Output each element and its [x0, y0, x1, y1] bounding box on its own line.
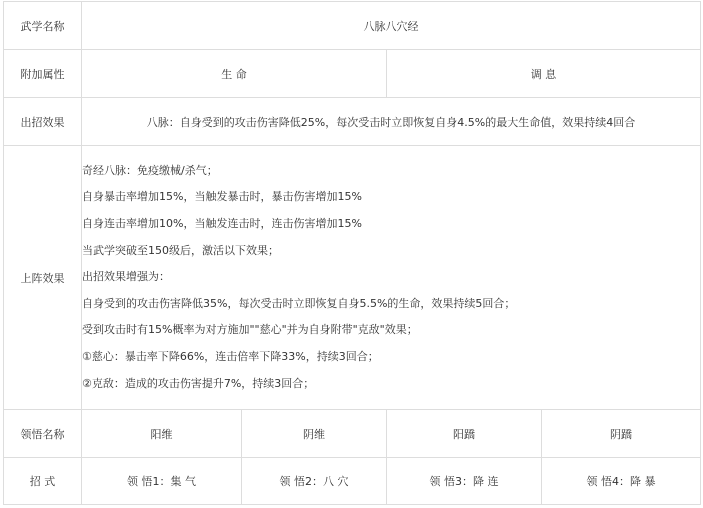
- deploy-effect-line: 自身连击率增加10%，当触发连击时，连击伤害增加15%: [82, 217, 362, 231]
- attribute-value-2: 调 息: [387, 50, 701, 98]
- move-value: 领 悟4：降 暴: [542, 458, 701, 505]
- name-row: [4, 2, 701, 50]
- attribute-row: [4, 50, 701, 98]
- attack-effect-value: 八脉：自身受到的攻击伤害降低25%，每次受击时立即恢复自身4.5%的最大生命值，效果持续4回合: [82, 98, 701, 146]
- deploy-effect-row: [4, 146, 701, 410]
- comprehension-row: [4, 410, 701, 458]
- comprehension-name: 阴维: [242, 410, 387, 458]
- deploy-effect-label: 上阵效果: [4, 146, 82, 410]
- moves-label: 招 式: [4, 458, 82, 505]
- deploy-effect-line: 受到攻击时有15%概率为对方施加""慈心"并为自身附带"克敌"效果；: [82, 323, 418, 337]
- martial-art-table: [3, 1, 701, 505]
- move-value: 领 悟3：降 连: [387, 458, 542, 505]
- comprehension-label: 领悟名称: [4, 410, 82, 458]
- deploy-effect-line: ②克敌：造成的攻击伤害提升7%，持续3回合；: [82, 376, 315, 390]
- move-value: 领 悟2：八 穴: [242, 458, 387, 505]
- comprehension-name: 阳蹻: [387, 410, 542, 458]
- deploy-effect-line: 出招效果增强为：: [82, 270, 170, 284]
- move-value: 领 悟1：集 气: [82, 458, 242, 505]
- deploy-effect-line: ①慈心：暴击率下降66%，连击倍率下降33%，持续3回合；: [82, 349, 379, 363]
- deploy-effect-line: 自身受到的攻击伤害降低35%，每次受击时立即恢复自身5.5%的生命，效果持续5回合；: [82, 296, 516, 310]
- name-value: 八脉八穴经: [82, 2, 701, 50]
- attribute-value-1: 生 命: [82, 50, 387, 98]
- name-label: 武学名称: [4, 2, 82, 50]
- attack-effect-row: [4, 98, 701, 146]
- comprehension-name: 阳维: [82, 410, 242, 458]
- attribute-label: 附加属性: [4, 50, 82, 98]
- deploy-effect-line: 当武学突破至150级后，激活以下效果；: [82, 243, 279, 257]
- comprehension-name: 阴蹻: [542, 410, 701, 458]
- deploy-effect-line: 自身暴击率增加15%，当触发暴击时，暴击伤害增加15%: [82, 190, 362, 204]
- attack-effect-label: 出招效果: [4, 98, 82, 146]
- moves-row: [4, 458, 701, 505]
- deploy-effect-list: [82, 146, 701, 410]
- deploy-effect-line: 奇经八脉：免疫缴械/杀气；: [82, 163, 218, 177]
